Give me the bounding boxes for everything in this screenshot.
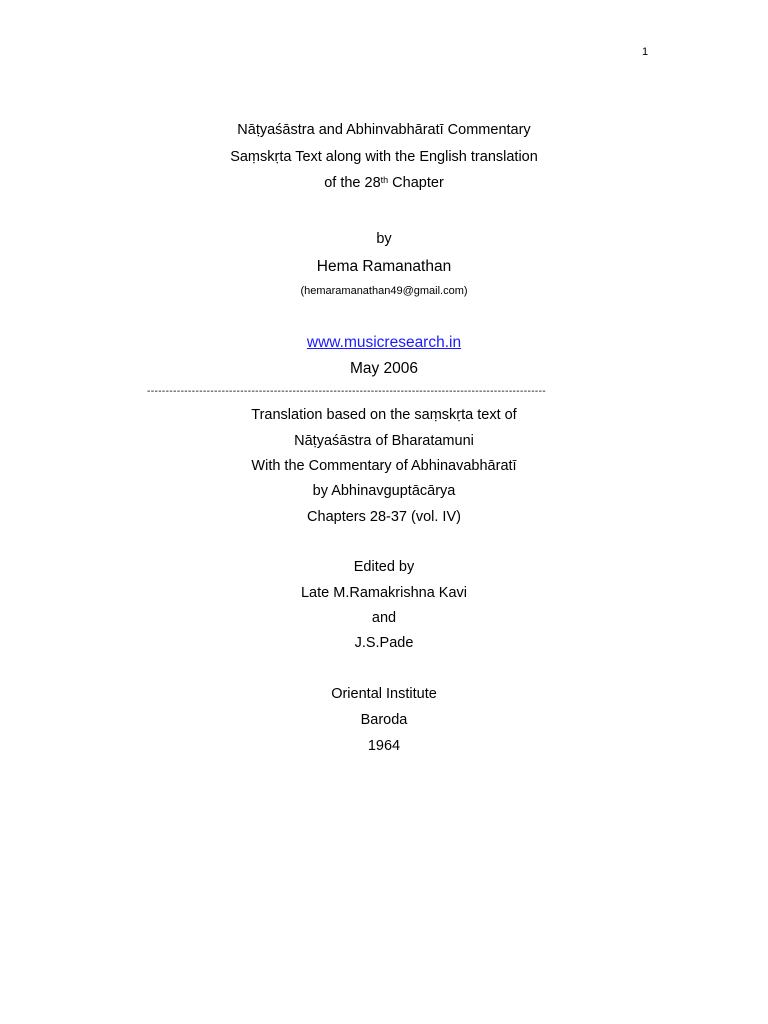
website-line	[0, 334, 768, 352]
editor-1: Late M.Ramakrishna Kavi	[300, 585, 467, 601]
title-line-3-end: Chapter	[388, 175, 444, 191]
title-line-3-text: of the 28	[324, 175, 381, 191]
publication-year: 1964	[367, 738, 401, 754]
source-line-5: Chapters 28-37 (vol. IV)	[307, 509, 461, 525]
title-line-2: Saṃskṛta Text along with the English translation	[230, 149, 538, 165]
by-label: by	[376, 231, 392, 247]
source-line-1: Translation based on the saṃskṛta text of	[251, 407, 517, 423]
edited-by-label: Edited by	[353, 559, 415, 575]
author-name: Hema Ramanathan	[316, 258, 452, 275]
editor-2: J.S.Pade	[354, 635, 414, 651]
source-line-4: by Abhinavguptācārya	[312, 483, 456, 499]
page-number: 1	[642, 46, 649, 58]
ordinal-suffix: th	[380, 175, 389, 185]
divider-line: -----------------------------------------------------------------------------------------------------------	[147, 387, 547, 397]
publisher-name: Oriental Institute	[331, 686, 437, 702]
title-line-3	[0, 174, 768, 192]
author-email: (hemaramanathan49@gmail.com)	[300, 285, 468, 297]
and-label: and	[371, 610, 397, 626]
publication-date: May 2006	[349, 360, 419, 377]
source-line-3: With the Commentary of Abhinavabhāratī	[251, 458, 517, 474]
publisher-city: Baroda	[360, 712, 408, 728]
website-link[interactable]: www.musicresearch.in	[306, 334, 462, 351]
title-line-1: Nāṭyaśāstra and Abhinvabhāratī Commentary	[237, 122, 531, 138]
source-line-2: Nāṭyaśāstra of Bharatamuni	[294, 433, 474, 449]
